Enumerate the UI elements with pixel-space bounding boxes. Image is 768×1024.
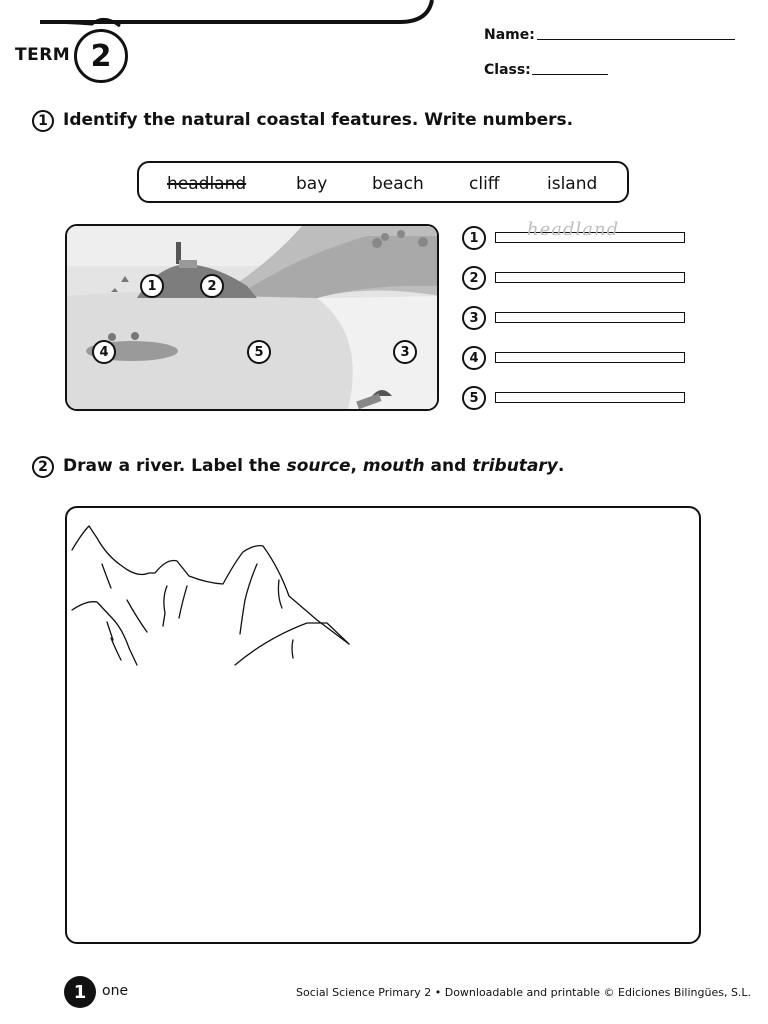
- scene-marker-5: 5: [247, 340, 271, 364]
- word-bay: bay: [296, 174, 328, 194]
- answer-field-3[interactable]: [495, 312, 685, 323]
- word-island: island: [547, 174, 598, 194]
- river-drawing-area[interactable]: [65, 506, 701, 944]
- answer-field-4[interactable]: [495, 352, 685, 363]
- answer-number-5: 5: [462, 386, 486, 410]
- name-field[interactable]: [537, 39, 735, 40]
- answer-field-5[interactable]: [495, 392, 685, 403]
- mountains-sketch: [67, 508, 699, 942]
- scene-marker-2: 2: [200, 274, 224, 298]
- answer-field-2[interactable]: [495, 272, 685, 283]
- question-2-sep-2: and: [424, 456, 473, 476]
- question-2-number: 2: [32, 456, 54, 478]
- question-1-number: 1: [32, 110, 54, 132]
- term-mouth: mouth: [362, 456, 425, 476]
- term-number-badge: 2: [74, 29, 128, 83]
- term-source: source: [286, 456, 351, 476]
- name-label: Name:: [484, 27, 535, 43]
- question-2-text-start: Draw a river. Label the: [63, 456, 287, 476]
- answer-number-1: 1: [462, 226, 486, 250]
- question-1-text: Identify the natural coastal features. Write numbers.: [63, 110, 574, 130]
- answer-number-2: 2: [462, 266, 486, 290]
- page-number-badge: 1: [64, 976, 96, 1008]
- word-beach: beach: [372, 174, 424, 194]
- question-2-sep-1: ,: [350, 456, 363, 476]
- example-answer-trace: headland: [527, 219, 620, 240]
- class-field[interactable]: [532, 74, 608, 75]
- answer-number-3: 3: [462, 306, 486, 330]
- answer-number-4: 4: [462, 346, 486, 370]
- question-2-text-end: .: [557, 456, 565, 476]
- scene-marker-1: 1: [140, 274, 164, 298]
- coastal-scene-illustration: [65, 224, 439, 411]
- word-cliff: cliff: [469, 174, 500, 194]
- scene-marker-4: 4: [92, 340, 116, 364]
- word-headland: headland: [167, 174, 247, 194]
- class-label: Class:: [484, 62, 531, 78]
- term-tributary: tributary: [472, 456, 558, 476]
- scene-marker-3: 3: [393, 340, 417, 364]
- page-number-word: one: [102, 983, 129, 999]
- word-bank: [137, 161, 629, 203]
- coastal-scene-drawing: [67, 226, 439, 411]
- term-label: TERM: [15, 45, 71, 65]
- footer-credit: Social Science Primary 2 • Downloadable and printable © Ediciones Bilingües, S.L.: [296, 986, 752, 999]
- question-2-text: [63, 456, 564, 476]
